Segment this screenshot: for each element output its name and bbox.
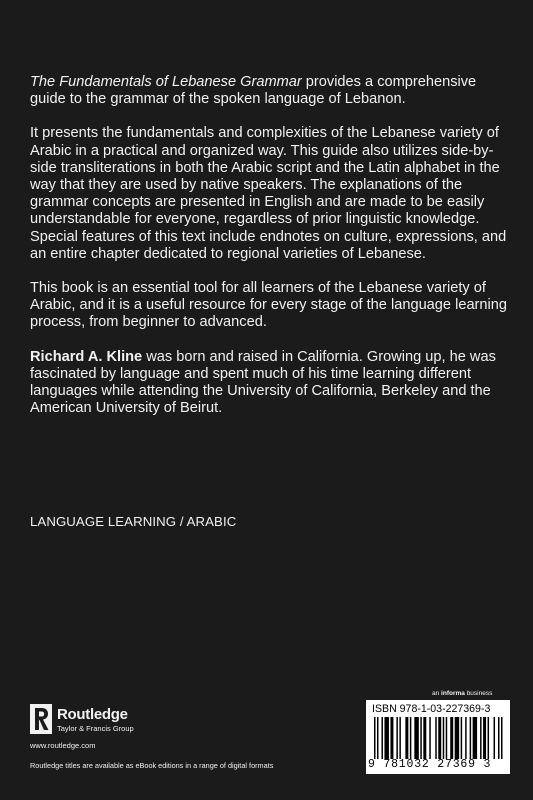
barcode-stripe [488, 717, 489, 759]
blurb-paragraph-3: This book is an essential tool for all learners of the Lebanese variety of Arabic, and it is a useful resource for every stage of the language learning process, from beginner to advanced. [30, 280, 508, 331]
barcode-stripe [396, 717, 397, 759]
barcode-stripe [446, 717, 447, 759]
barcode-stripe [423, 717, 426, 759]
category-label: LANGUAGE LEARNING / ARABIC [30, 514, 237, 529]
blurb-paragraph-1-text: provides a comprehensive guide to the grammar of the spoken language of Lebanon. [30, 74, 477, 108]
barcode-stripe [438, 717, 441, 759]
barcode-stripe [381, 717, 382, 759]
barcode-stripe [384, 717, 388, 759]
barcode-box [366, 700, 510, 774]
barcode-stripe [410, 717, 411, 759]
barcode-digits: 9 781032 27369 3 [368, 758, 492, 771]
barcode-stripe [455, 717, 459, 759]
barcode-stripe [414, 717, 418, 759]
barcode-stripe [498, 717, 499, 759]
barcode-stripe [483, 717, 486, 759]
business-bold: informa [441, 690, 465, 697]
barcode-stripe [405, 717, 408, 759]
barcode-stripe [429, 717, 430, 759]
blurb [30, 74, 508, 434]
book-title: The Fundamentals of Lebanese Grammar [30, 74, 302, 90]
barcode-stripe [494, 717, 495, 759]
barcode-stripe [435, 717, 436, 759]
author-name: Richard A. Kline [30, 348, 143, 365]
publisher-url[interactable]: www.routledge.com [30, 741, 96, 750]
barcode-stripe [450, 717, 453, 759]
routledge-logo-icon [30, 704, 52, 734]
ebook-note: Routledge titles are available as eBook editions in a range of digital formats [30, 761, 274, 770]
barcode-stripe [480, 717, 481, 759]
informa-business-note [432, 690, 492, 697]
barcode-stripe [390, 717, 393, 759]
barcode-stripe [465, 717, 466, 759]
blurb-paragraph-2: It presents the fundamentals and complexities of the Lebanese variety of Arabic in a practical and organized way. This guide also utilizes side-by-side transliterations in both the Arabic script and the Latin alphabet in the way that they are used by native speakers. The explanations of the grammar concepts are presented in English and are made to be easily understandable for everyone, regardless of prior linguistic knowledge. Special features of this text include endnotes on culture, expressions, and an entire chapter dedicated to regional varieties of Lebanese. [30, 125, 507, 262]
barcode-stripe [470, 717, 471, 759]
business-suffix: business [464, 690, 493, 697]
barcode-stripe [501, 717, 502, 759]
publisher-group: Taylor & Francis Group [57, 724, 134, 733]
barcode-stripe [461, 717, 462, 759]
author-bio-text: was born and raised in California. Growing up, he was fascinated by language and spent much of his time learning different languages while attending the University of California, Berkeley and the American University of Beirut. [30, 348, 496, 417]
barcode-stripe [443, 717, 444, 759]
publisher-name: Routledge [57, 706, 128, 723]
author-bio [30, 349, 508, 418]
barcode-stripe [420, 717, 421, 759]
blurb-paragraph-1 [30, 74, 508, 108]
barcode-icon [374, 717, 504, 759]
business-prefix: an [432, 690, 442, 697]
barcode-stripe [399, 717, 400, 759]
barcode-stripe [473, 717, 477, 759]
barcode-stripe [377, 717, 378, 759]
barcode-stripe [374, 717, 375, 759]
isbn-text: ISBN 978-1-03-227369-3 [372, 703, 491, 715]
